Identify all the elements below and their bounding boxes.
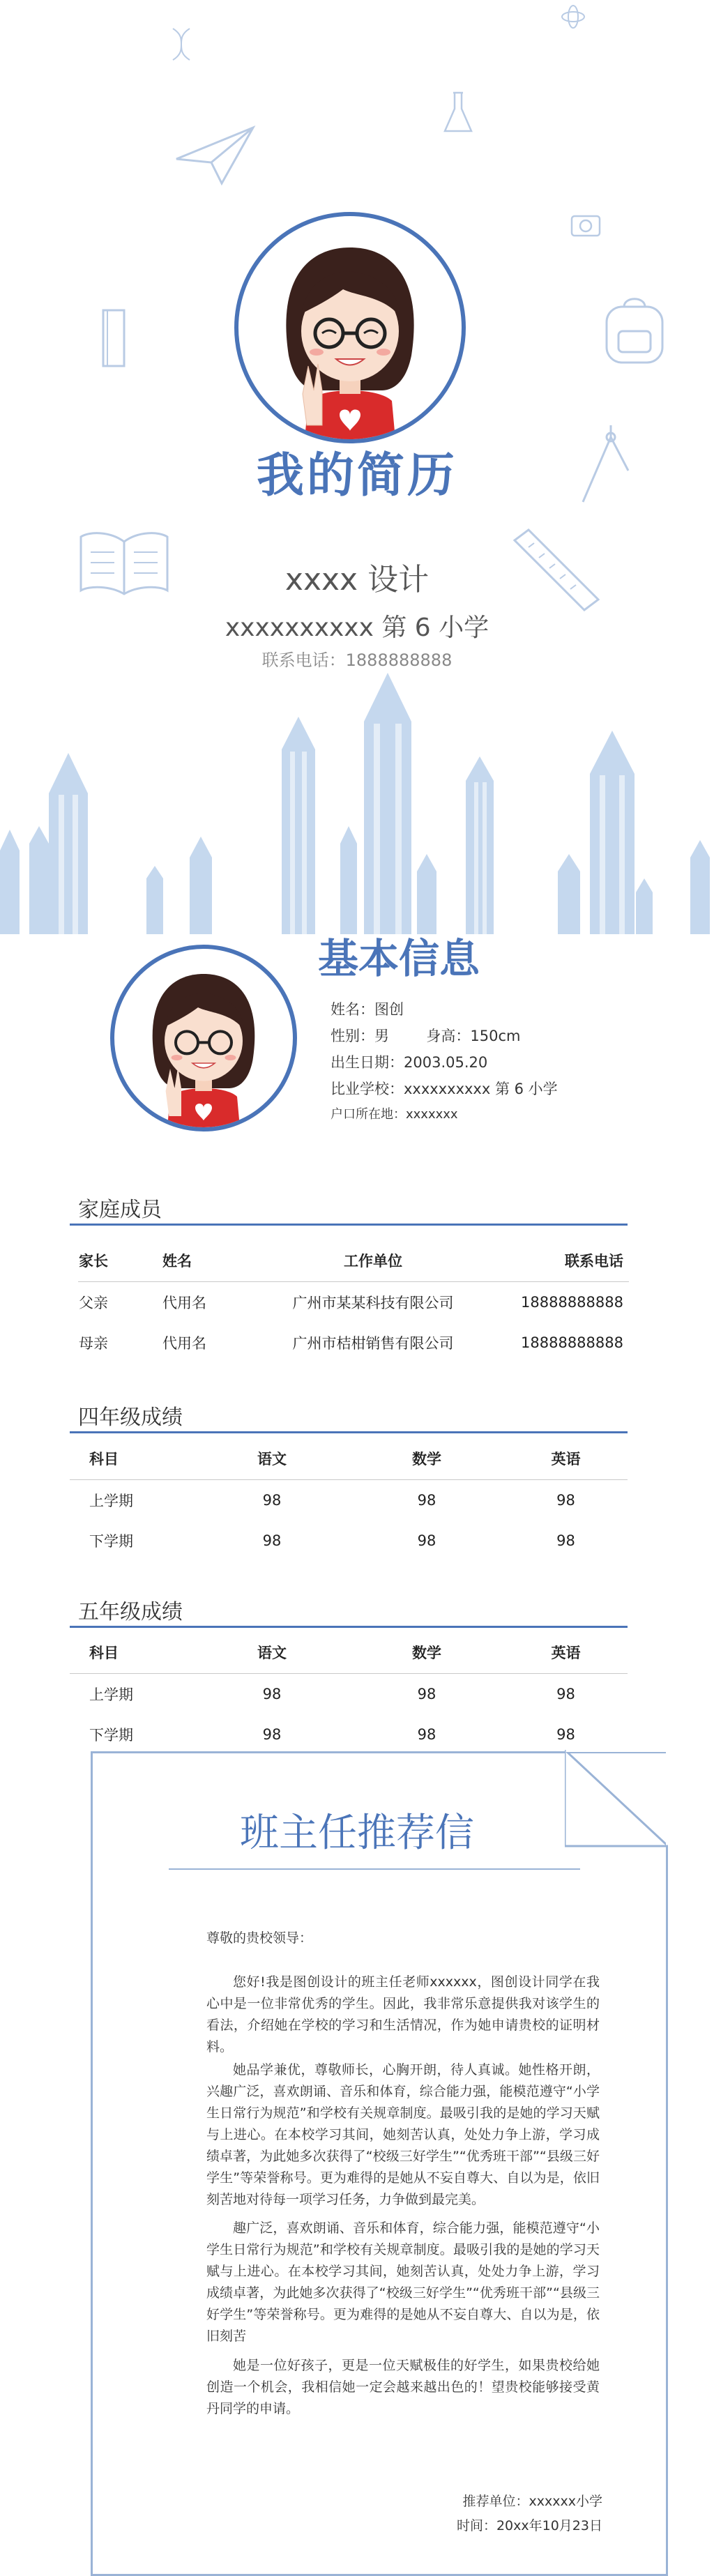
grade5-section-title: 五年级成绩 bbox=[78, 1600, 183, 1624]
column-header: 科目 bbox=[70, 1631, 195, 1674]
table-row bbox=[70, 1480, 628, 1521]
letter-title-rule bbox=[169, 1868, 580, 1870]
table-cell: 98 bbox=[262, 1726, 282, 1743]
letter-sign-date: 时间：20xx年10月23日 bbox=[456, 2518, 602, 2533]
table-cell: 广州市桔柑销售有限公司 bbox=[292, 1335, 454, 1352]
grade4-table bbox=[70, 1438, 628, 1561]
basic-name: 姓名：图创 bbox=[331, 1001, 404, 1018]
pencil-skyline-illustration bbox=[0, 669, 714, 934]
letter-paragraph-2: 她品学兼优，尊敬师长，心胸开朗，待人真诚。她性格开朗，兴趣广泛，喜欢朗诵、音乐和体育，综合能力强，能模范遵守“小学生日常行为规范”和学校有关规章制度。最吸引我的是她的学习天赋与上进心。在本校学习其间，她刻苦认真，处处力争上游，学习成绩卓著，为此她多次获得了“校级三好学生”“优秀班干部”“县级三好学生”等荣誉称号。更为难得的是她从不妄自尊大、自以为是，依旧刻苦地对待每一项学习任务，力争做到最完美。 bbox=[206, 2062, 600, 2207]
basic-info-avatar bbox=[110, 945, 297, 1131]
backpack-icon bbox=[596, 293, 673, 369]
letter-paragraph-4: 她是一位好孩子，更是一位天赋极佳的好学生，如果贵校给她创造一个机会，我相信她一定会越来越出色的！望贵校能够接受黄丹同学的申请。 bbox=[206, 2358, 600, 2416]
column-header: 科目 bbox=[70, 1438, 195, 1480]
basic-info-title: 基本信息 bbox=[318, 935, 480, 982]
table-cell: 98 bbox=[417, 1532, 436, 1549]
table-cell: 98 bbox=[556, 1686, 575, 1702]
camera-icon bbox=[568, 209, 603, 241]
table-header-row bbox=[78, 1240, 629, 1282]
basic-birth: 出生日期：2003.05.20 bbox=[331, 1054, 488, 1071]
girl-cartoon-icon bbox=[114, 949, 293, 1127]
letter-sign-unit: 推荐单位：xxxxxx小学 bbox=[462, 2494, 602, 2509]
column-header: 联系电话 bbox=[478, 1240, 629, 1282]
table-cell: 98 bbox=[556, 1492, 575, 1509]
table-cell: 98 bbox=[417, 1492, 436, 1509]
table-header-row bbox=[70, 1631, 628, 1674]
subtitle-design: xxxx 设计 bbox=[284, 562, 430, 597]
book-stack-icon bbox=[96, 307, 131, 369]
column-header: 工作单位 bbox=[268, 1240, 478, 1282]
column-header: 数学 bbox=[349, 1438, 504, 1480]
family-section-rule bbox=[70, 1224, 628, 1226]
girl-cartoon-icon bbox=[238, 216, 462, 439]
column-header: 语文 bbox=[195, 1438, 349, 1480]
paper-plane-icon bbox=[173, 124, 257, 187]
table-cell: 18888888888 bbox=[521, 1334, 623, 1351]
avatar bbox=[234, 212, 466, 443]
column-header: 英语 bbox=[504, 1438, 628, 1480]
page-title: 我的简历 bbox=[256, 448, 457, 503]
table-cell: 代用名 bbox=[162, 1335, 206, 1352]
table-header-row bbox=[70, 1438, 628, 1480]
table-cell: 下学期 bbox=[89, 1533, 133, 1550]
family-section-title: 家庭成员 bbox=[78, 1198, 162, 1222]
atom-icon bbox=[559, 3, 587, 31]
table-cell: 98 bbox=[556, 1532, 575, 1549]
grade4-section-title: 四年级成绩 bbox=[78, 1405, 183, 1430]
table-cell: 98 bbox=[417, 1686, 436, 1702]
letter-title: 班主任推荐信 bbox=[240, 1811, 474, 1856]
table-cell: 上学期 bbox=[89, 1686, 133, 1703]
table-cell: 98 bbox=[262, 1686, 282, 1702]
grade5-section-rule bbox=[70, 1626, 628, 1628]
family-table bbox=[78, 1240, 629, 1363]
basic-gender-height: 性别：男 身高：150cm bbox=[331, 1028, 521, 1044]
letter-paragraph-3: 趣广泛，喜欢朗诵、音乐和体育，综合能力强，能模范遵守“小学生日常行为规范”和学校有关规章制度。最吸引我的是她的学习天赋与上进心。在本校学习其间，她刻苦认真，处处力争上游，学习成绩卓著，为此她多次获得了“校级三好学生”“优秀班干部”“县级三好学生”等荣誉称号。更为难得的是她从不妄自尊大、自以为是，依旧刻苦 bbox=[206, 2220, 600, 2344]
grade5-table bbox=[70, 1631, 628, 1755]
table-cell: 广州市某某科技有限公司 bbox=[292, 1295, 454, 1311]
basic-hukou: 户口所在地：xxxxxxx bbox=[331, 1107, 458, 1122]
grade4-section-rule bbox=[70, 1431, 628, 1433]
table-row bbox=[70, 1521, 628, 1561]
column-header: 英语 bbox=[504, 1631, 628, 1674]
dna-icon bbox=[167, 25, 195, 74]
table-cell: 下学期 bbox=[89, 1727, 133, 1744]
table-cell: 父亲 bbox=[79, 1295, 108, 1311]
contact-phone: 联系电话：1888888888 bbox=[261, 650, 453, 670]
table-cell: 98 bbox=[262, 1492, 282, 1509]
letter-paragraph-1: 您好!我是图创设计的班主任老师xxxxxx，图创设计同学在我心中是一位非常优秀的学生。因此，我非常乐意提供我对该学生的看法，介绍她在学校的学习和生活情况，作为她申请贵校的证明材料。 bbox=[206, 1974, 600, 2055]
column-header: 数学 bbox=[349, 1631, 504, 1674]
table-cell: 上学期 bbox=[89, 1493, 133, 1509]
table-row bbox=[70, 1674, 628, 1715]
letter-greeting: 尊敬的贵校领导： bbox=[206, 1930, 313, 1946]
column-header: 姓名 bbox=[162, 1240, 268, 1282]
table-row bbox=[78, 1282, 629, 1323]
basic-school: 比业学校：xxxxxxxxxx 第 6 小学 bbox=[331, 1081, 558, 1097]
table-cell: 18888888888 bbox=[521, 1294, 623, 1311]
table-cell: 98 bbox=[417, 1726, 436, 1743]
table-cell: 98 bbox=[556, 1726, 575, 1743]
table-row bbox=[70, 1714, 628, 1755]
flask-icon bbox=[441, 89, 476, 138]
table-cell: 98 bbox=[262, 1532, 282, 1549]
column-header: 语文 bbox=[195, 1631, 349, 1674]
subtitle-school: xxxxxxxxxx 第 6 小学 bbox=[225, 613, 489, 642]
column-header: 家长 bbox=[78, 1240, 162, 1282]
table-cell: 代用名 bbox=[162, 1295, 206, 1311]
table-cell: 母亲 bbox=[79, 1335, 108, 1352]
table-row bbox=[78, 1323, 629, 1363]
